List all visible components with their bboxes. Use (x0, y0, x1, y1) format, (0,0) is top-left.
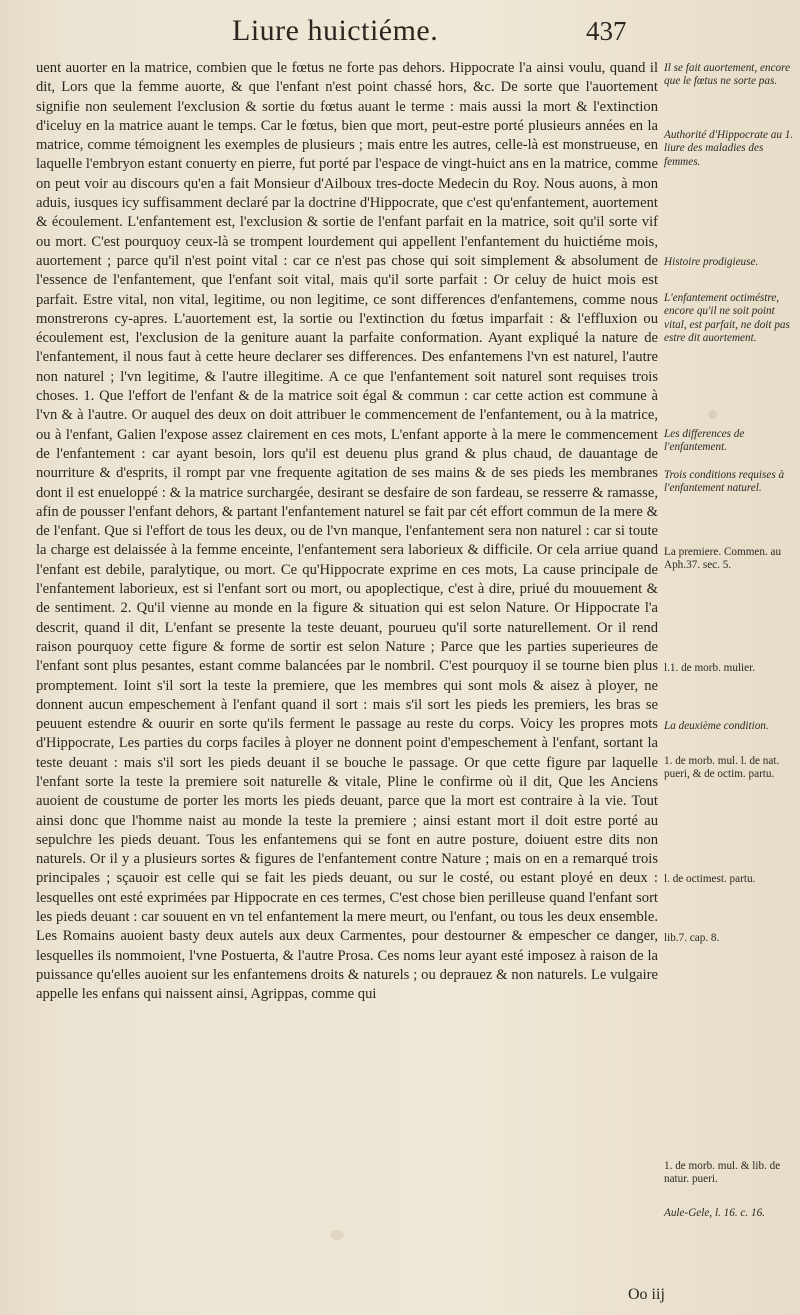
margin-note: Aule-Gele, l. 16. c. 16. (664, 1207, 765, 1219)
margin-note: Authorité d'Hippocrate au 1. liure des maladies des femmes. (664, 129, 794, 168)
signature-mark: Oo iij (628, 1286, 665, 1303)
margin-note: l. de octimest. partu. (664, 873, 756, 885)
paper-stain (708, 410, 717, 419)
body-paragraph: uent auorter en la matrice, combien que le fœtus ne forte pas dehors. Hippocrate l'a ainsi voulu, quand il dit, Lors que la femme auorte, & que l'enfant n'est point chassé hors, &c. De sorte que l'auortement signifie non seulement l'exclusion & sortie du fœtus auant le terme : mais aussi la mort & l'extinction d'iceluy en la matrice auant le temps. Car le fœtus, bien que mort, peut-estre porté plusieurs années en la matrice, comme témoignent les exemples de plusieurs ; mais entre les autres, celle-là est monstrueuse, en laquelle l'embryon estant conuerty en pierre, fut porté par l'espace de vingt-huict ans en la matrice, comme on peut voir au discours qu'en a fait Monsieur d'Ailboux tres-docte Medecin du Roy. Nous auons, à mon aduis, iusques icy suffisamment declaré par la doctrine d'Hippocrate, que c'est qu'enfantement, auortement & écoulement. L'enfantement est, l'exclusion & sortie de l'enfant parfait en la matrice, soit qu'il sorte vif ou mort. C'est pourquoy ceux-là se trompent lourdement qui appellent l'enfantement du huictiéme mois, auortement ; parce qu'il n'est point vital : car ce n'est pas chose qui soit simplement & absolument de l'essence de l'enfantement, que l'enfant soit vital, mais qu'il sorte parfait : Or celuy de huict mois est parfait. Estre vital, non vital, legitime, ou non legitime, ce sont differences d'enfantemens, comme nous monstrerons cy-apres. L'auortement est, la sortie ou l'extinction du fœtus imparfait : & l'effluxion ou écoulement est, l'exclusion de la geniture auant la parfaite conformation. Ayant expliqué la nature de l'enfantement, il nous faut à cette heure declarer ses differences. Des enfantemens l'vn est naturel, l'autre non naturel ; l'vn legitime, & l'autre illegitime. A ce que l'enfantement soit naturel sont requises trois choses. 1. Que l'effort de l'enfant & de la matrice soit égal & commun : car cette action est commune à l'vn & à l'autre. Or auquel des deux on doit attribuer le commencement de l'enfantement, ou à la matrice, ou à l'enfant, Galien l'expose assez clairement en ces mots, L'enfant apporte à la mere le commencement de l'enfantement : car ayant besoin, lors qu'il est deuenu plus grand & plus chaud, de dauantage de nourriture & d'esprits, il rompt par vne frequente agitation de ses mains & de ses pieds les membranes dont il est enueloppé : & la matrice surchargée, desirant se desfaire de son fardeau, se resserre & ramasse, afin de pousser l'enfant dehors, & partant l'enfantement naturel se fait par cét effort commun de la mere & de l'enfant. Que si l'effort de tous les deux, ou de l'vn manque, l'enfantement sera non naturel : car si toute la charge est delaissée à la femme enceinte, l'enfantement sera laborieux & difficile. Or cela arriue quand l'enfant est debile, paralytique, ou mort. Ce qu'Hippocrate exprime en ces mots, La cause principale de l'enfantement laborieux, est si l'enfant sort ou mort, ou apoplectique, c'est à dire, priué du mouuement & de sentiment. 2. Qu'il vienne au monde en la figure & situation qui est selon Nature. Or Hippocrate l'a descrit, quand il dit, L'enfant se presente la teste deuant, pourueu qu'il sorte naturellement. Or il rend raison pourquoy cette figure & forme de sortir est selon Nature ; Parce que les parties superieures de l'enfant sont plus pesantes, estant comme balancées par le nombril. C'est pourquoy il se tourne bien plus promptement. Ioint s'il sort la teste la premiere, que les membres qui sont mols & aisez à ployer, ne donnent aucun empeschement à l'enfant quand il sort : mais s'il sort les pieds les premiers, les bras se peuuent estendre & ouurir en sorte qu'ils ferment le passage au reste du corps. Voicy les propres mots d'Hippocrate, Les parties du corps faciles à ployer ne donnent point d'empeschement à l'enfant, sortant la teste deuant : mais s'il sort les pieds deuant il se bouche le passage. Or que cette figure par laquelle l'enfant sorte la teste la premiere soit naturelle & vitale, Pline le confirme où il dit, Que les Anciens auoient de coustume de porter les morts les pieds deuant, parce que la mort est contraire à la vie. Tout ainsi donc que l'homme naist au monde la teste la premiere ; ainsi estant mort il doit estre porté au sepulchre les pieds deuant. Tous les enfantemens qui se font en autre posture, doiuent estre dits non naturels. Or il y a plusieurs sortes & figures de l'enfantement contre Nature ; mais on en a remarqué trois principales ; sçauoir est celle qui se fait les pieds deuant, ou sur le costé, ou estant ployé en deux : lesquelles ont esté exprimées par Hippocrate en ces termes, C'est chose bien perilleuse quand l'enfant sort les pieds deuant : car souuent en vn tel enfantement la mere meurt, ou l'enfant, ou tous les deux ensemble. Les Romains auoient basty deux autels aux deux Carmentes, pour destourner & empescher ce danger, lesquelles ils nommoient, l'vne Postuerta, & l'autre Prosa. Ces noms leur ayant esté imposez à raison de la puissance qu'elles auoient sur les enfantemens droits & naturels ; ou deprauez & non naturels. Le vulgaire appelle les enfans qui naissent ainsi, Agrippas, comme qui (36, 60, 659, 1003)
margin-note: 1. de morb. mul. l. de nat. pueri, & de octim. partu. (664, 755, 780, 781)
margin-note: La premiere. Commen. au Aph.37. sec. 5. (664, 546, 782, 572)
margin-note: Trois conditions requises à l'enfantement naturel. (664, 469, 785, 495)
margin-note: Il se fait auortement, encore que le fœtus ne sorte pas. (664, 62, 791, 88)
margin-note: Les differences de l'enfantement. (664, 428, 745, 454)
margin-note: L'enfantement octiméstre, encore qu'il ne soit point vital, est parfait, ne doit pas estre dit auortement. (664, 292, 790, 344)
running-head (0, 14, 800, 54)
margin-note: 1. de morb. mul. & lib. de natur. pueri. (664, 1160, 781, 1186)
margin-note: La deuxième condition. (664, 720, 769, 732)
page-number: 437 (586, 16, 627, 46)
running-title: Liure huictiéme. (232, 14, 439, 47)
margin-note: l.1. de morb. mulier. (664, 662, 756, 674)
margin-note: Histoire prodigieuse. (664, 256, 759, 268)
body-text (36, 59, 658, 1005)
paper-stain (330, 1230, 344, 1240)
margin-note: lib.7. cap. 8. (664, 932, 720, 944)
